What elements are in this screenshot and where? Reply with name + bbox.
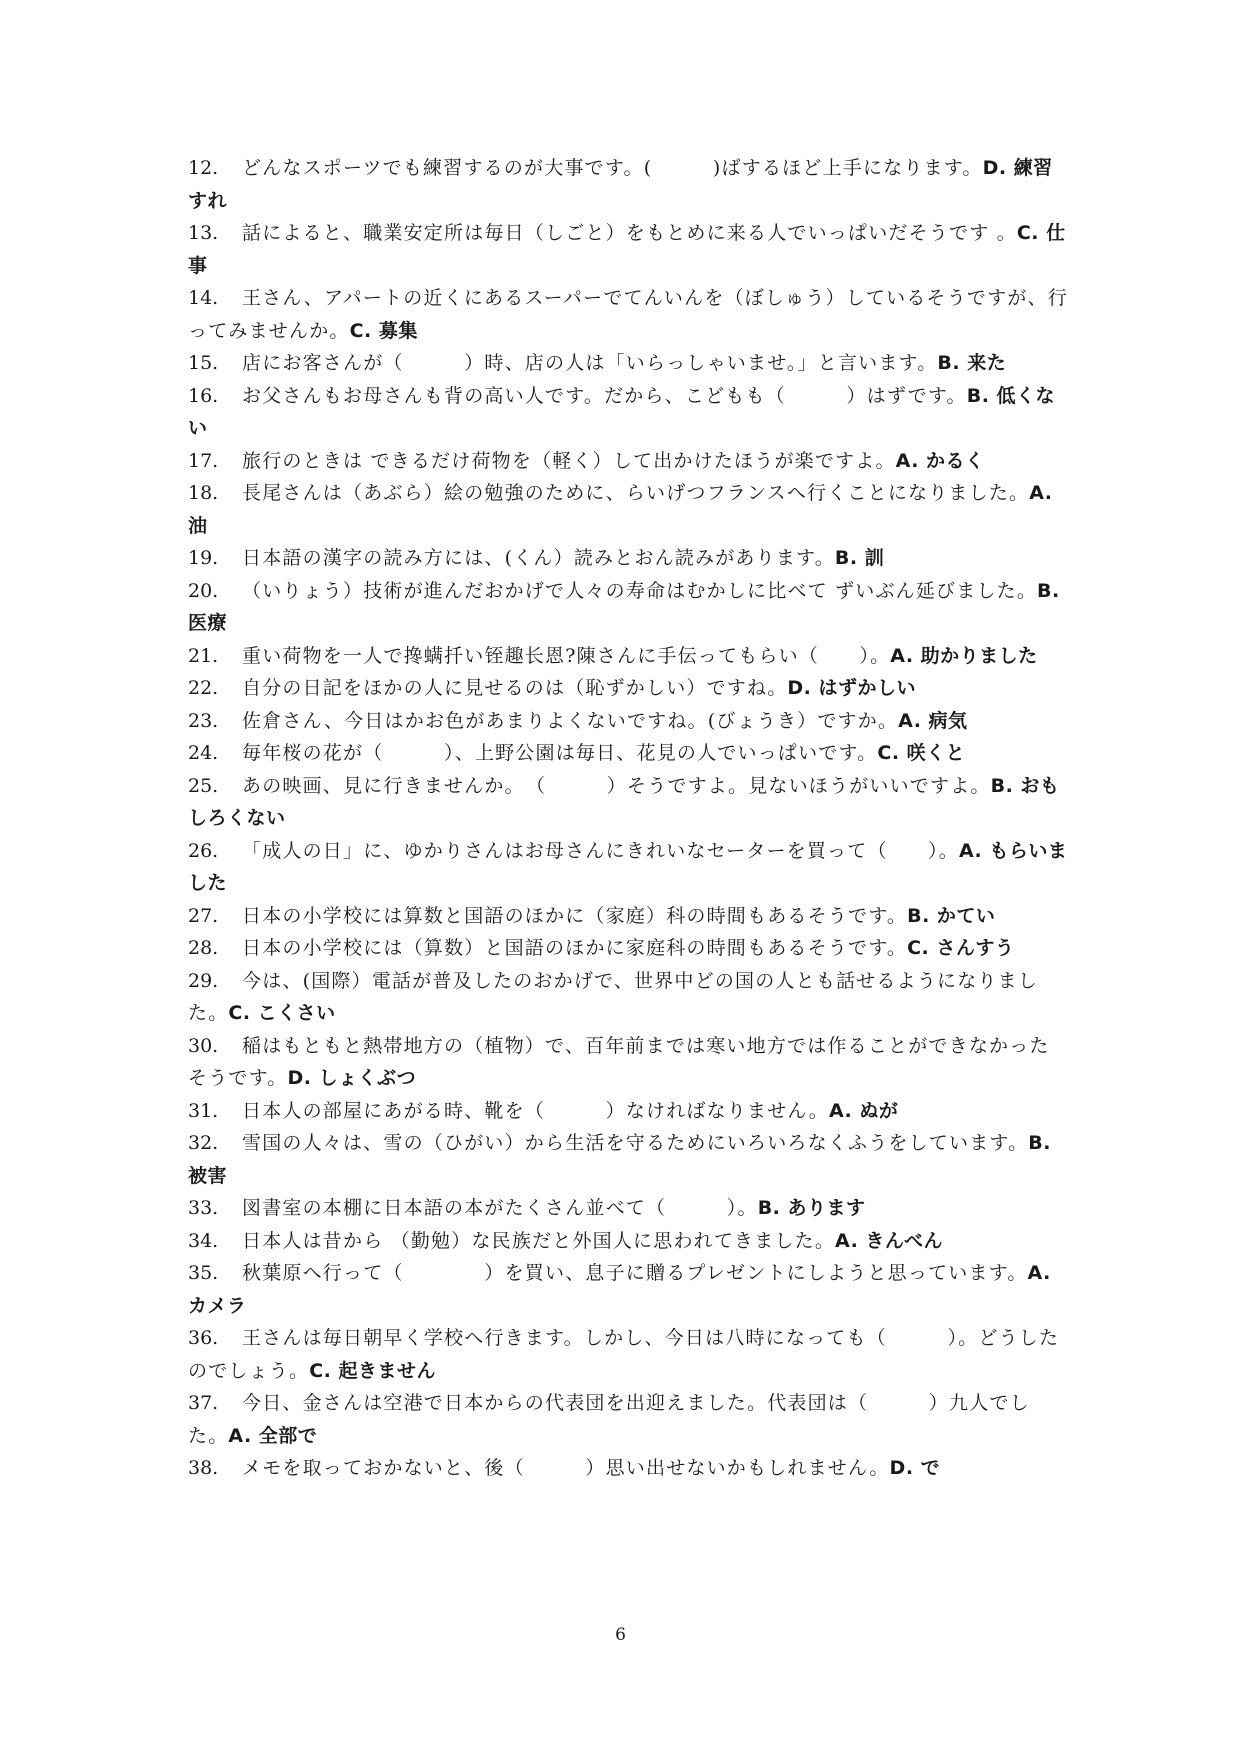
answer-text: D. はずかしい — [787, 677, 917, 699]
question-item — [188, 965, 1068, 1030]
question-text: どんなスポーツでも練習するのが大事です。( )ばするほど上手になります。 — [242, 157, 983, 179]
question-item — [188, 1192, 1068, 1225]
question-text: 日本語の漢字の読み方には、(くん）読みとおん読みがあります。 — [242, 547, 835, 569]
question-text: 日本人は昔から （勤勉）な民族だと外国人に思われてきました。 — [242, 1229, 836, 1252]
answer-text: A. 全部で — [228, 1424, 318, 1447]
question-item — [188, 347, 1068, 380]
question-item — [188, 1322, 1068, 1387]
answer-text: C. さんすう — [907, 937, 1015, 959]
answer-text: D. しょくぶつ — [287, 1067, 417, 1089]
answer-text: A. もらいました — [188, 839, 1068, 894]
question-item — [188, 672, 1068, 705]
question-text: メモを取っておかないと、後（ ）思い出せないかもしれません。 — [242, 1457, 890, 1479]
answer-text: C. こくさい — [228, 1002, 336, 1024]
question-text: 長尾さんは（あぶら）絵の勉強のために、らいげつフランスへ行くことになりました。 — [242, 482, 1030, 504]
question-number: 37. — [188, 1392, 219, 1414]
question-item — [188, 737, 1068, 770]
question-number: 24. — [188, 742, 219, 764]
question-item — [188, 542, 1068, 575]
question-item — [188, 445, 1068, 478]
answer-text: B. 被害 — [188, 1132, 1051, 1187]
question-number: 30. — [188, 1034, 219, 1057]
question-number: 20. — [188, 579, 219, 602]
question-item — [188, 282, 1068, 347]
question-item — [188, 770, 1068, 835]
question-text: 日本の小学校には（算数）と国語のほかに家庭科の時間もあるそうです。 — [242, 937, 908, 959]
question-item — [188, 705, 1068, 738]
answer-text: B. かてい — [907, 904, 996, 927]
answer-text: A. 油 — [188, 482, 1053, 537]
question-item — [188, 1127, 1068, 1192]
question-item — [188, 380, 1068, 445]
question-text: あの映画、見に行きませんか。 （ ）そうですよ。見ないほうがいいですよ。 — [242, 774, 991, 797]
question-text: 今日、金さんは空港で日本からの代表団を出迎えました。代表団は（ ）九人でした。 — [188, 1392, 1030, 1447]
question-text: 雪国の人々は、雪の（ひがい）から生活を守るためにいろいろなくふうをしています。 — [242, 1132, 1029, 1154]
answer-text: B. 医療 — [188, 579, 1060, 634]
question-text: 毎年桜の花が（ ）、上野公園は毎日、花見の人でいっぱいです。 — [242, 742, 878, 764]
question-number: 38. — [188, 1457, 219, 1479]
question-number: 28. — [188, 937, 219, 959]
question-number: 32. — [188, 1132, 219, 1154]
answer-text: C. 起きません — [309, 1359, 436, 1382]
question-text: 旅行のときは できるだけ荷物を（軽く）して出かけたほうが楽ですよ。 — [242, 449, 896, 472]
question-item — [188, 1030, 1068, 1095]
question-text: 王さん、アパートの近くにあるスーパーでてんいんを（ぼしゅう）しているそうですが、行ってみませんか。 — [188, 287, 1068, 342]
answer-text: B. 訓 — [834, 547, 885, 569]
answer-text: A. カメラ — [188, 1262, 1051, 1317]
answer-text: A. きんべん — [835, 1229, 944, 1252]
question-number: 18. — [188, 482, 219, 504]
question-item — [188, 1225, 1068, 1258]
question-number: 21. — [188, 644, 219, 667]
question-number: 12. — [188, 157, 219, 179]
page-number: 6 — [615, 1625, 626, 1645]
answer-text: B. おもしろくない — [188, 774, 1060, 829]
answer-text: B. 来た — [937, 352, 1007, 374]
question-item — [188, 640, 1068, 673]
question-number: 33. — [188, 1197, 219, 1219]
answer-text: C. 募集 — [349, 319, 418, 342]
question-list — [188, 152, 1068, 1485]
question-number: 35. — [188, 1262, 219, 1284]
question-item — [188, 1387, 1068, 1452]
question-text: 重い荷物を一人で搀螨扦い铚趣长恩?陳さんに手伝ってもらい（ ）。 — [242, 644, 891, 667]
question-number: 17. — [188, 449, 219, 472]
question-text: 話によると、職業安定所は毎日（しごと）をもとめに来る人でいっぱいだそうです 。 — [242, 222, 1017, 244]
question-item — [188, 575, 1068, 640]
question-item — [188, 477, 1068, 542]
question-number: 22. — [188, 677, 219, 699]
question-number: 36. — [188, 1327, 219, 1349]
question-number: 23. — [188, 709, 219, 732]
question-item — [188, 1452, 1068, 1485]
question-number: 25. — [188, 774, 219, 797]
answer-text: C. 仕事 — [188, 222, 1066, 277]
question-text: 図書室の本棚に日本語の本がたくさん並べて（ ）。 — [242, 1197, 758, 1219]
question-item — [188, 1257, 1068, 1322]
question-number: 26. — [188, 839, 219, 862]
question-number: 19. — [188, 547, 219, 569]
question-item — [188, 1095, 1068, 1128]
question-text: （いりょう）技術が進んだおかげで人々の寿命はむかしに比べて ずいぶん延びました。 — [242, 579, 1038, 602]
question-text: 今は、(国際）電話が普及したのおかげで、世界中どの国の人とも話せるようになりました。 — [188, 969, 1039, 1024]
answer-text: B. あります — [757, 1197, 866, 1219]
answer-text: A. ぬが — [828, 1099, 899, 1122]
question-number: 34. — [188, 1229, 219, 1252]
answer-text: D. 練習すれ — [188, 157, 1053, 212]
question-text: 佐倉さん、今日はかお色があまりよくないですね。(びょうき）ですか。 — [242, 709, 899, 732]
question-item — [188, 152, 1068, 217]
question-text: 日本の小学校には算数と国語のほかに（家庭）科の時間もあるそうです。 — [242, 904, 908, 927]
question-item — [188, 835, 1068, 900]
question-number: 13. — [188, 222, 219, 244]
question-item — [188, 900, 1068, 933]
question-text: 「成人の日」に、ゆかりさんはお母さんにきれいなセーターを買って（ ）。 — [242, 839, 959, 862]
answer-text: B. 低くない — [188, 384, 1056, 439]
question-number: 29. — [188, 969, 219, 992]
question-text: 店にお客さんが（ ）時、店の人は「いらっしゃいませ。」と言います。 — [242, 352, 938, 374]
answer-text: A. 病気 — [898, 709, 968, 732]
question-text: 自分の日記をほかの人に見せるのは（恥ずかしい）ですね。 — [242, 677, 788, 699]
question-number: 16. — [188, 384, 219, 407]
question-text: 秋葉原へ行って（ ）を買い、息子に贈るプレゼントにしようと思っています。 — [242, 1262, 1028, 1284]
question-text: 稲はもともと熱帯地方の（植物）で、百年前までは寒い地方では作ることができなかったそうです。 — [188, 1034, 1050, 1089]
question-number: 15. — [188, 352, 219, 374]
question-number: 27. — [188, 904, 219, 927]
answer-text: C. 咲くと — [877, 742, 966, 764]
answer-text: A. 助かりました — [890, 644, 1038, 667]
question-number: 31. — [188, 1099, 219, 1122]
question-number: 14. — [188, 287, 219, 309]
question-text: 日本人の部屋にあがる時、靴を（ ）なければなりません。 — [242, 1099, 829, 1122]
question-text: 王さんは毎日朝早く学校へ行きます。しかし、今日は八時になっても（ ）。どうしたのでしょう。 — [188, 1327, 1060, 1382]
question-item — [188, 217, 1068, 282]
question-item — [188, 932, 1068, 965]
question-text: お父さんもお母さんも背の高い人です。だから、こどもも（ ）はずです。 — [242, 384, 967, 407]
answer-text: D. で — [889, 1457, 941, 1479]
answer-text: A. かるく — [895, 449, 985, 472]
